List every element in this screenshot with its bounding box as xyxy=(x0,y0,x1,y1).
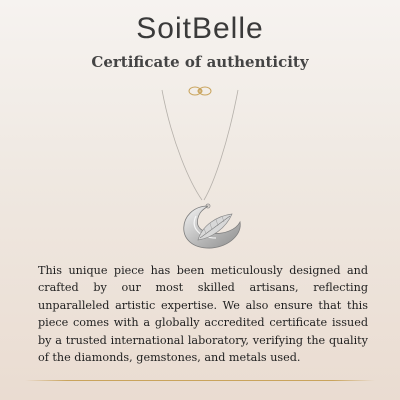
certificate-title: Certificate of authenticity xyxy=(91,53,309,71)
necklace-chain xyxy=(162,90,202,200)
product-image xyxy=(120,88,280,258)
crescent-pendant xyxy=(184,204,240,248)
brand-logo: SoitBelle xyxy=(136,12,264,45)
bottom-divider xyxy=(25,380,375,381)
certificate-description: This unique piece has been meticulously designed and crafted by our most skilled artisans, reflecting unparalleled artistic expertise. We also ensure that this piece comes with a globally accredited certificate issued by a trusted international laboratory, verifying the quality of the diamonds, gemstones, and metals used. xyxy=(38,264,368,365)
